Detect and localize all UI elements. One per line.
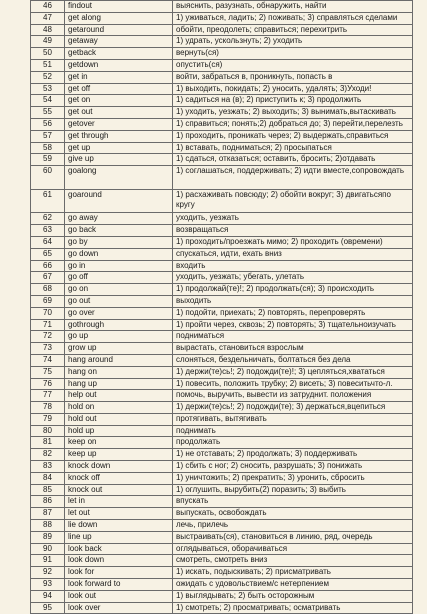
- phrasal-verb: go out: [65, 295, 173, 307]
- translation: выяснить, разузнать, обнаружить, найти: [173, 1, 413, 13]
- phrasal-verb: keep up: [65, 449, 173, 461]
- phrasal-verb: hang on: [65, 366, 173, 378]
- translation: 1) оглушить, вырубить(2) поразить; 3) выбить: [173, 484, 413, 496]
- row-number: 58: [31, 142, 65, 154]
- row-number: 59: [31, 154, 65, 166]
- translation: 1) не отставать; 2) продолжать; 3) поддерживать: [173, 449, 413, 461]
- row-number: 93: [31, 579, 65, 591]
- table-row: [31, 425, 413, 437]
- table-row: [31, 437, 413, 449]
- row-number: 75: [31, 366, 65, 378]
- phrasal-verb: go away: [65, 213, 173, 225]
- phrasal-verb: look over: [65, 602, 173, 614]
- phrasal-verb: hold up: [65, 425, 173, 437]
- translation: опустить(ся): [173, 59, 413, 71]
- table-row: [31, 166, 413, 190]
- row-number: 70: [31, 307, 65, 319]
- table-row: [31, 378, 413, 390]
- row-number: 84: [31, 472, 65, 484]
- row-number: 80: [31, 425, 65, 437]
- phrasal-verbs-table: [30, 0, 413, 614]
- phrasal-verb: hold on: [65, 402, 173, 414]
- row-number: 83: [31, 461, 65, 473]
- table-row: [31, 331, 413, 343]
- table-row: [31, 307, 413, 319]
- table-row: [31, 472, 413, 484]
- row-number: 66: [31, 260, 65, 272]
- translation: 1) проходить, проникать через; 2) выдержать,справиться: [173, 130, 413, 142]
- row-number: 92: [31, 567, 65, 579]
- row-number: 71: [31, 319, 65, 331]
- row-number: 78: [31, 402, 65, 414]
- translation: 1) искать, подыскивать; 2) присматривать: [173, 567, 413, 579]
- translation: 1) держи(те)сь!; 2) подожди(те); 3) держаться,вцепиться: [173, 402, 413, 414]
- phrasal-verb: go on: [65, 284, 173, 296]
- table-row: [31, 567, 413, 579]
- row-number: 73: [31, 343, 65, 355]
- translation: выпускать, освобождать: [173, 508, 413, 520]
- table-row: [31, 95, 413, 107]
- phrasal-verb: go back: [65, 225, 173, 237]
- phrasal-verb: look down: [65, 555, 173, 567]
- translation: выходить: [173, 295, 413, 307]
- translation: лечь, прилечь: [173, 520, 413, 532]
- phrasal-verb: grow up: [65, 343, 173, 355]
- row-number: 56: [31, 118, 65, 130]
- table-row: [31, 24, 413, 36]
- phrasal-verb: help out: [65, 390, 173, 402]
- translation: 1) подойти, приехать; 2) повторять, перепроверять: [173, 307, 413, 319]
- table-row: [31, 579, 413, 591]
- table-row: [31, 543, 413, 555]
- translation: 1) уживаться, ладить; 2) поживать; 3) справляться сделами: [173, 12, 413, 24]
- translation: продолжать: [173, 437, 413, 449]
- translation: 1) удрать, ускользнуть; 2) уходить: [173, 36, 413, 48]
- phrasal-verb: get off: [65, 83, 173, 95]
- phrasal-verb: get on: [65, 95, 173, 107]
- phrasal-verb: go off: [65, 272, 173, 284]
- translation: впускать: [173, 496, 413, 508]
- table-row: [31, 366, 413, 378]
- translation: 1) повесить, положить трубку; 2) висеть; 3) повеситьчто-л.: [173, 378, 413, 390]
- translation: 1) продолжай(те)!; 2) продолжать(ся); 3) происходить: [173, 284, 413, 296]
- row-number: 60: [31, 166, 65, 190]
- row-number: 49: [31, 36, 65, 48]
- row-number: 91: [31, 555, 65, 567]
- translation: оглядываться, оборачиваться: [173, 543, 413, 555]
- table-row: [31, 225, 413, 237]
- translation: входить: [173, 260, 413, 272]
- translation: 1) проходить/проезжать мимо; 2) проходить (овремени): [173, 236, 413, 248]
- row-number: 46: [31, 1, 65, 13]
- translation: выстраивать(ся), становиться в линию, ряд, очередь: [173, 531, 413, 543]
- phrasal-verb: get along: [65, 12, 173, 24]
- translation: уходить, уезжать; убегать, улетать: [173, 272, 413, 284]
- row-number: 77: [31, 390, 65, 402]
- phrasal-verb: getaround: [65, 24, 173, 36]
- table-row: [31, 319, 413, 331]
- translation: 1) выглядывать; 2) быть осторожным: [173, 590, 413, 602]
- translation: поднимать: [173, 425, 413, 437]
- translation: вернуть(ся): [173, 48, 413, 60]
- row-number: 95: [31, 602, 65, 614]
- table-row: [31, 118, 413, 130]
- phrasal-verb: getaway: [65, 36, 173, 48]
- table-row: [31, 12, 413, 24]
- phrasal-verb: go up: [65, 331, 173, 343]
- table-row: [31, 449, 413, 461]
- phrasal-verb: get out: [65, 107, 173, 119]
- row-number: 48: [31, 24, 65, 36]
- table-row: [31, 520, 413, 532]
- phrasal-verb: go down: [65, 248, 173, 260]
- table-row: [31, 413, 413, 425]
- phrasal-verb: look forward to: [65, 579, 173, 591]
- translation: 1) расхаживать повсюду; 2) обойти вокруг; 3) двигатьсяпо кругу: [173, 189, 413, 213]
- row-number: 50: [31, 48, 65, 60]
- row-number: 54: [31, 95, 65, 107]
- table-row: [31, 236, 413, 248]
- phrasal-verb: lie down: [65, 520, 173, 532]
- translation: возвращаться: [173, 225, 413, 237]
- row-number: 88: [31, 520, 65, 532]
- table-row: [31, 189, 413, 213]
- translation: подниматься: [173, 331, 413, 343]
- translation: 1) держи(те)сь!; 2) подожди(те)!; 3) цепляться,хвататься: [173, 366, 413, 378]
- table-row: [31, 508, 413, 520]
- table-row: [31, 260, 413, 272]
- translation: уходить, уезжать: [173, 213, 413, 225]
- table-row: [31, 461, 413, 473]
- table-row: [31, 71, 413, 83]
- table-row: [31, 36, 413, 48]
- phrasal-verb: get in: [65, 71, 173, 83]
- translation: 1) смотреть; 2) просматривать; осматривать: [173, 602, 413, 614]
- phrasal-verb: look out: [65, 590, 173, 602]
- phrasal-verb: knock down: [65, 461, 173, 473]
- row-number: 55: [31, 107, 65, 119]
- table-row: [31, 484, 413, 496]
- row-number: 72: [31, 331, 65, 343]
- table-row: [31, 59, 413, 71]
- table-row: [31, 213, 413, 225]
- row-number: 86: [31, 496, 65, 508]
- table-row: [31, 272, 413, 284]
- row-number: 63: [31, 225, 65, 237]
- row-number: 82: [31, 449, 65, 461]
- row-number: 51: [31, 59, 65, 71]
- translation: смотреть, смотреть вниз: [173, 555, 413, 567]
- table-row: [31, 402, 413, 414]
- row-number: 53: [31, 83, 65, 95]
- table-row: [31, 83, 413, 95]
- phrasal-verb: go by: [65, 236, 173, 248]
- translation: 1) пройти через, сквозь; 2) повторять; 3) тщательноизучать: [173, 319, 413, 331]
- row-number: 62: [31, 213, 65, 225]
- table-row: [31, 107, 413, 119]
- phrasal-verb: get through: [65, 130, 173, 142]
- table-row: [31, 390, 413, 402]
- translation: войти, забраться в, проникнуть, попасть в: [173, 71, 413, 83]
- phrasal-verb: goalong: [65, 166, 173, 190]
- phrasal-verb: look for: [65, 567, 173, 579]
- phrasal-verb: go in: [65, 260, 173, 272]
- row-number: 74: [31, 354, 65, 366]
- translation: 1) соглашаться, поддерживать; 2) идти вместе,сопровождать: [173, 166, 413, 190]
- phrasal-verb: hang up: [65, 378, 173, 390]
- table-row: [31, 248, 413, 260]
- translation: 1) вставать, подниматься; 2) просыпаться: [173, 142, 413, 154]
- row-number: 65: [31, 248, 65, 260]
- row-number: 76: [31, 378, 65, 390]
- phrasal-verb: line up: [65, 531, 173, 543]
- row-number: 87: [31, 508, 65, 520]
- translation: спускаться, идти, ехать вниз: [173, 248, 413, 260]
- table-row: [31, 1, 413, 13]
- table-body: [31, 1, 413, 614]
- row-number: 79: [31, 413, 65, 425]
- table-row: [31, 590, 413, 602]
- translation: помочь, выручить, вывести из затруднит. положения: [173, 390, 413, 402]
- phrasal-verb: knock out: [65, 484, 173, 496]
- phrasal-verb: knock off: [65, 472, 173, 484]
- row-number: 69: [31, 295, 65, 307]
- phrasal-verb: go over: [65, 307, 173, 319]
- table-row: [31, 354, 413, 366]
- table-row: [31, 142, 413, 154]
- phrasal-verb: let in: [65, 496, 173, 508]
- translation: вырастать, становиться взрослым: [173, 343, 413, 355]
- row-number: 68: [31, 284, 65, 296]
- table-row: [31, 496, 413, 508]
- row-number: 52: [31, 71, 65, 83]
- translation: 1) уничтожить; 2) прекратить; 3) уронить, сбросить: [173, 472, 413, 484]
- phrasal-verb: get up: [65, 142, 173, 154]
- table-row: [31, 531, 413, 543]
- translation: протягивать, вытягивать: [173, 413, 413, 425]
- phrasal-verb: keep on: [65, 437, 173, 449]
- translation: слоняться, бездельничать, болтаться без дела: [173, 354, 413, 366]
- phrasal-verb: getback: [65, 48, 173, 60]
- phrasal-verb: let out: [65, 508, 173, 520]
- table-row: [31, 295, 413, 307]
- phrasal-verb: hang around: [65, 354, 173, 366]
- phrasal-verb: getover: [65, 118, 173, 130]
- translation: обойти, преодолеть; справиться; перехитрить: [173, 24, 413, 36]
- phrasal-verb: give up: [65, 154, 173, 166]
- translation: 1) справиться; понять;2) добраться до; 3) перейти,перелезть: [173, 118, 413, 130]
- translation: 1) уходить, уезжать; 2) выходить; 3) вынимать,вытаскивать: [173, 107, 413, 119]
- row-number: 81: [31, 437, 65, 449]
- phrasal-verb: look back: [65, 543, 173, 555]
- table-row: [31, 555, 413, 567]
- table-row: [31, 284, 413, 296]
- translation: 1) сдаться, отказаться; оставить, бросить; 2)отдавать: [173, 154, 413, 166]
- phrasal-verb: hold out: [65, 413, 173, 425]
- row-number: 94: [31, 590, 65, 602]
- row-number: 85: [31, 484, 65, 496]
- phrasal-verb: gothrough: [65, 319, 173, 331]
- translation: 1) сбить с ног; 2) сносить, разрушать; 3) понижать: [173, 461, 413, 473]
- table-row: [31, 130, 413, 142]
- row-number: 47: [31, 12, 65, 24]
- row-number: 57: [31, 130, 65, 142]
- phrasal-verb: goaround: [65, 189, 173, 213]
- translation: 1) выходить, покидать; 2) уносить, удалять; 3)Уходи!: [173, 83, 413, 95]
- row-number: 89: [31, 531, 65, 543]
- row-number: 67: [31, 272, 65, 284]
- translation: ожидать с удовольствием/с нетерпением: [173, 579, 413, 591]
- table-row: [31, 48, 413, 60]
- translation: 1) садиться на (в); 2) приступить к; 3) продолжить: [173, 95, 413, 107]
- row-number: 64: [31, 236, 65, 248]
- table-row: [31, 343, 413, 355]
- phrasal-verb: getdown: [65, 59, 173, 71]
- row-number: 61: [31, 189, 65, 213]
- phrasal-verb: findout: [65, 1, 173, 13]
- row-number: 90: [31, 543, 65, 555]
- table-row: [31, 154, 413, 166]
